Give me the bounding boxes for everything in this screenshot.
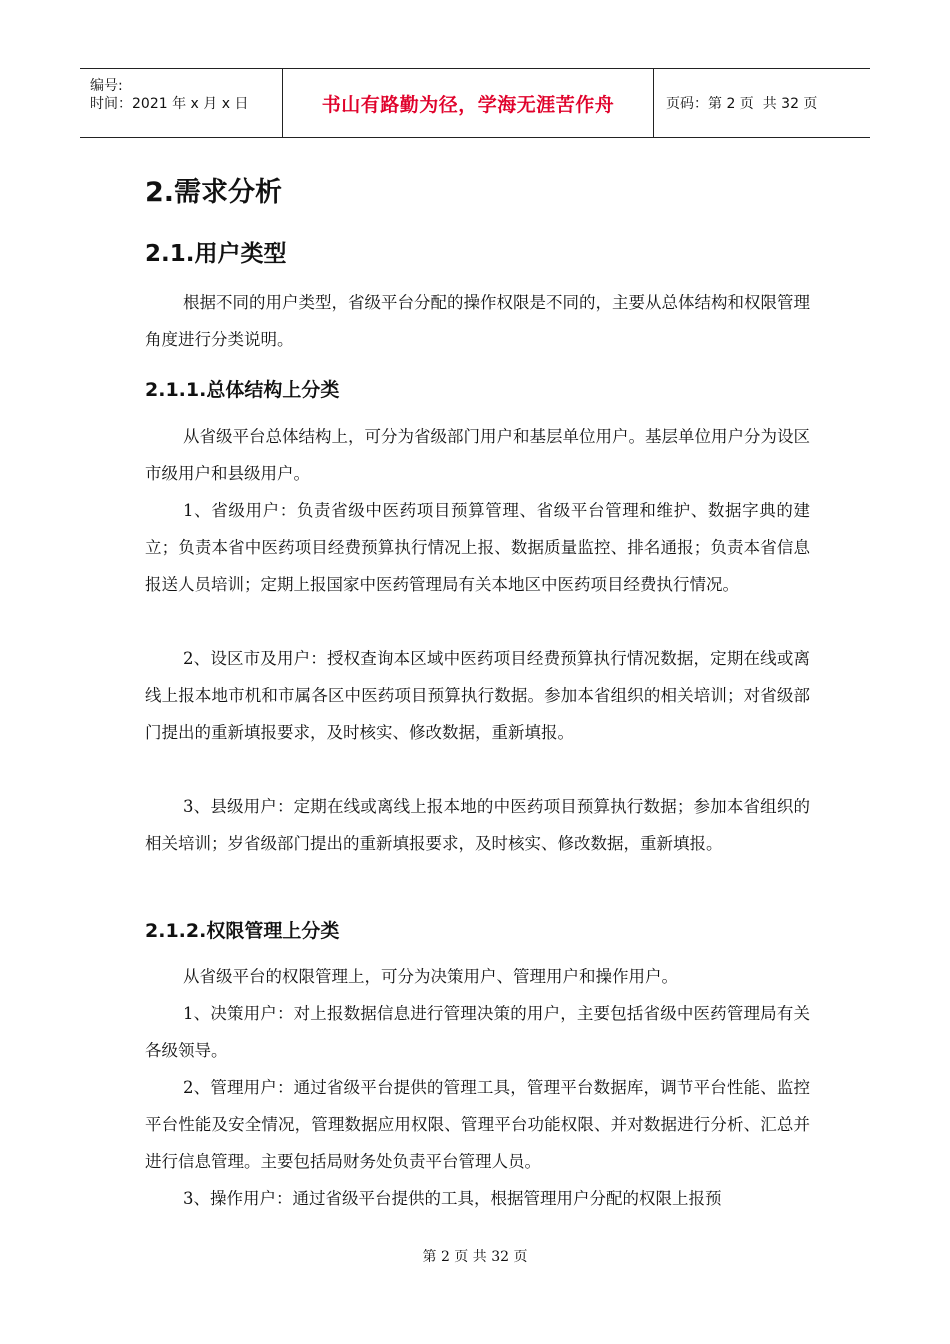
paragraph-intro: 根据不同的用户类型，省级平台分配的操作权限是不同的，主要从总体结构和权限管理角度进行分类说明。 [145, 293, 810, 349]
document-number-label: 编号: [90, 78, 123, 94]
paragraph-decision-users: 1、决策用户：对上报数据信息进行管理决策的用户，主要包括省级中医药管理局有关各级领导。 [145, 1004, 810, 1060]
subsection-heading-user-types: 2.1.用户类型 [145, 241, 287, 267]
header-motto-cell [283, 69, 654, 137]
page-footer: 第 2 页 共 32 页 [422, 1249, 528, 1265]
paragraph-permissions-intro: 从省级平台的权限管理上，可分为决策用户、管理用户和操作用户。 [183, 967, 678, 986]
header-motto: 书山有路勤为径，学海无涯苦作舟 [321, 93, 615, 116]
section-heading-requirements: 2.需求分析 [145, 177, 283, 208]
subsubsection-heading-structure: 2.1.1.总体结构上分类 [145, 379, 340, 401]
document-date-label: 时间：2021 年 x 月 x 日 [90, 96, 249, 112]
subsubsection-heading-permissions: 2.1.2.权限管理上分类 [145, 920, 340, 942]
paragraph-admin-users: 2、管理用户：通过省级平台提供的管理工具，管理平台数据库，调节平台性能、监控平台性能及安全情况，管理数据应用权限、管理平台功能权限、并对数据进行分析、汇总并进行信息管理。主要包括局财务处负责平台管理人员。 [145, 1078, 810, 1171]
page-header [80, 68, 870, 138]
paragraph-structure-intro: 从省级平台总体结构上，可分为省级部门用户和基层单位用户。基层单位用户分为设区市级用户和县级用户。 [145, 427, 810, 483]
paragraph-county-users: 3、县级用户：定期在线或离线上报本地的中医药项目预算执行数据；参加本省组织的相关培训；岁省级部门提出的重新填报要求，及时核实、修改数据，重新填报。 [145, 797, 810, 853]
paragraph-provincial-users: 1、省级用户：负责省级中医药项目预算管理、省级平台管理和维护、数据字典的建立；负责本省中医药项目经费预算执行情况上报、数据质量监控、排名通报；负责本省信息报送人员培训；定期上报国家中医药管理局有关本地区中医药项目经费执行情况。 [145, 501, 810, 594]
paragraph-city-users: 2、设区市及用户：授权查询本区域中医药项目经费预算执行情况数据，定期在线或离线上报本地市机和市属各区中医药项目预算执行数据。参加本省组织的相关培训；对省级部门提出的重新填报要求，及时核实、修改数据，重新填报。 [145, 649, 810, 742]
paragraph-operator-users: 3、操作用户：通过省级平台提供的工具，根据管理用户分配的权限上报预 [183, 1189, 722, 1208]
header-meta-cell [80, 69, 283, 137]
header-page-cell [654, 69, 870, 137]
header-page-info: 页码：第 2 页 共 32 页 [666, 96, 818, 112]
